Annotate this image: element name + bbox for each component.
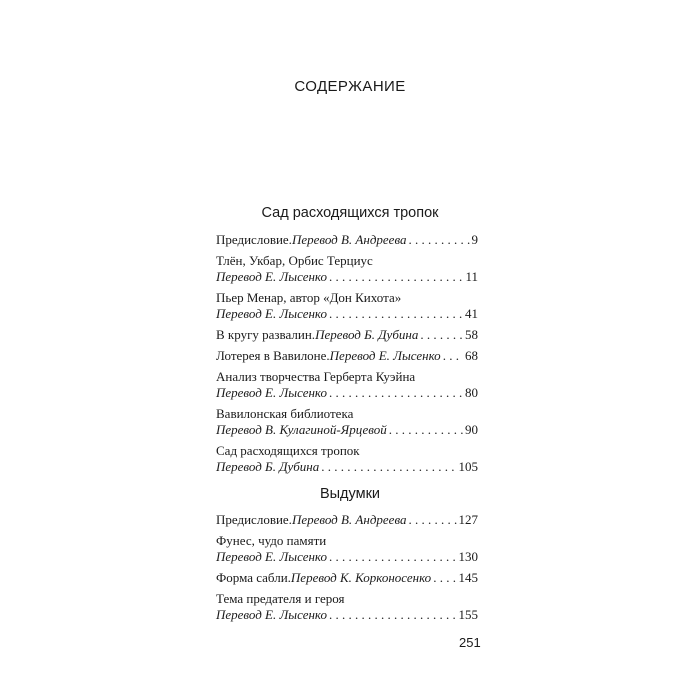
dot-leader [321, 459, 456, 475]
entry-translator: Перевод Е. Лысенко [216, 549, 328, 564]
section-title: Сад расходящихся тропок [261, 205, 439, 221]
section-title: Выдумки [319, 486, 381, 502]
entry-page-number: 68 [465, 348, 478, 363]
page-number: 251 [459, 635, 481, 650]
entry-title: Тлён, Укбар, Орбис Терциус [216, 253, 373, 268]
entry-title: Сад расходящихся тропок [216, 443, 360, 458]
dot-leader [409, 512, 457, 528]
entry-title: Предисловие. [216, 232, 292, 247]
entry-title: Тема предателя и героя [216, 591, 345, 606]
dot-leader [329, 607, 456, 623]
entry-translator: Перевод К. Корконосенко [290, 570, 432, 585]
toc-entry[interactable] [216, 327, 478, 343]
dot-leader [329, 269, 463, 285]
toc-entry[interactable] [216, 443, 478, 475]
toc-entry[interactable] [216, 232, 478, 248]
dot-leader [389, 422, 463, 438]
entry-translator: Перевод В. Андреева [291, 512, 407, 527]
entry-translator: Перевод Е. Лысенко [216, 385, 328, 400]
entry-page-number: 127 [458, 512, 478, 527]
entry-title: Вавилонская библиотека [216, 406, 354, 421]
entry-page-number: 11 [465, 269, 478, 284]
dot-leader [329, 306, 463, 322]
entry-title: Форма сабли. [216, 570, 291, 585]
entry-translator: Перевод Б. Дубина [315, 327, 419, 342]
entry-translator: Перевод В. Андреева [291, 232, 407, 247]
toc-list [216, 232, 478, 480]
entry-page-number: 145 [458, 570, 478, 585]
entry-title: В кругу развалин. [216, 327, 316, 342]
dot-leader [409, 232, 470, 248]
toc-entry[interactable] [216, 570, 478, 586]
toc-list [216, 512, 478, 628]
dot-leader [420, 327, 463, 343]
entry-page-number: 58 [465, 327, 478, 342]
dot-leader [433, 570, 456, 586]
toc-entry[interactable] [216, 348, 478, 364]
entry-translator: Перевод Е. Лысенко [216, 269, 328, 284]
entry-page-number: 41 [465, 306, 478, 321]
page-heading: СОДЕРЖАНИЕ [294, 78, 406, 95]
entry-title: Пьер Менар, автор «Дон Кихота» [216, 290, 402, 305]
toc-entry[interactable] [216, 512, 478, 528]
entry-page-number: 80 [465, 385, 478, 400]
toc-entry[interactable] [216, 406, 478, 438]
entry-page-number: 155 [458, 607, 478, 622]
entry-translator: Перевод В. Кулагиной-Ярцевой [216, 422, 387, 437]
toc-entry[interactable] [216, 591, 478, 623]
dot-leader [329, 549, 456, 565]
entry-title: Предисловие. [216, 512, 292, 527]
toc-entry[interactable] [216, 533, 478, 565]
entry-page-number: 90 [465, 422, 478, 437]
entry-title: Анализ творчества Герберта Куэйна [216, 369, 416, 384]
entry-page-number: 130 [458, 549, 478, 564]
entry-title: Лотерея в Вавилоне. [216, 348, 330, 363]
toc-entry[interactable] [216, 290, 478, 322]
toc-entry[interactable] [216, 253, 478, 285]
entry-translator: Перевод Е. Лысенко [216, 306, 328, 321]
dot-leader [329, 385, 463, 401]
entry-page-number: 105 [458, 459, 478, 474]
entry-translator: Перевод Б. Дубина [216, 459, 320, 474]
entry-title: Фунес, чудо памяти [216, 533, 327, 548]
dot-leader [443, 348, 463, 364]
entry-page-number: 9 [471, 232, 478, 247]
entry-translator: Перевод Е. Лысенко [329, 348, 441, 363]
entry-translator: Перевод Е. Лысенко [216, 607, 328, 622]
toc-entry[interactable] [216, 369, 478, 401]
